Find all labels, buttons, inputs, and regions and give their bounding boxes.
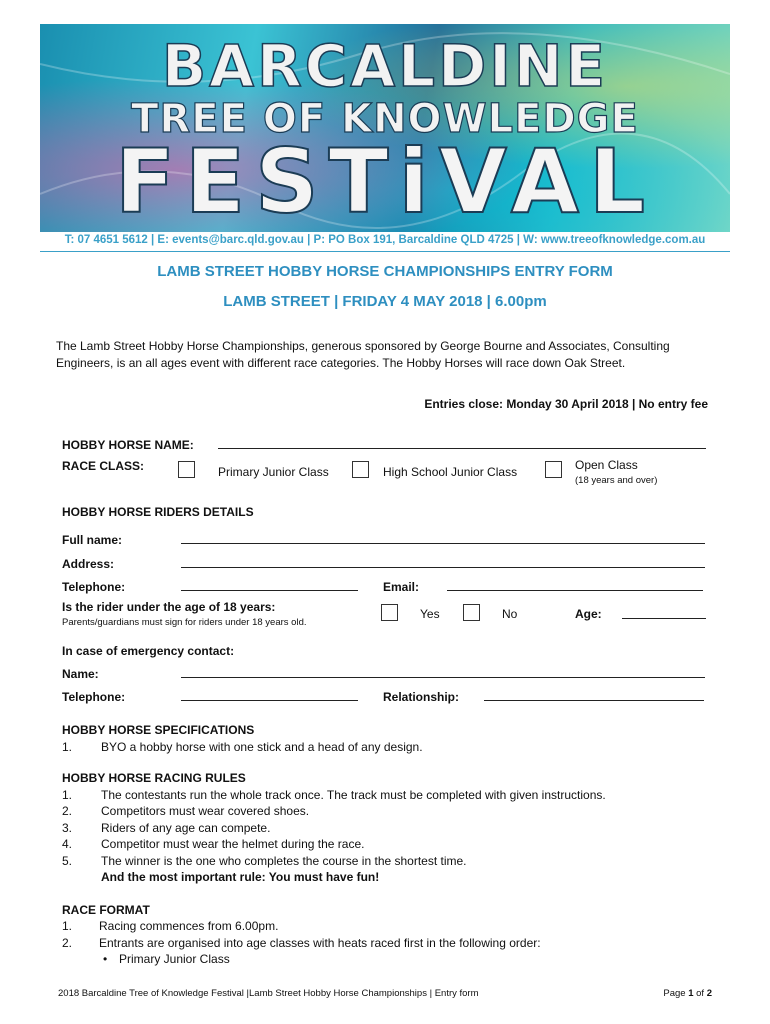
rules-number-5: 5. (62, 854, 73, 868)
banner-line-3: FESTiVAL (114, 130, 656, 232)
contact-divider (40, 251, 730, 252)
class-primary-label: Primary Junior Class (218, 465, 329, 479)
under18-note: Parents/guardians must sign for riders under 18 years old. (62, 617, 307, 628)
email-field[interactable] (447, 590, 703, 591)
festival-banner (40, 24, 730, 232)
banner-line-1: BARCALDINE (161, 32, 609, 100)
rules-number-2: 2. (62, 804, 73, 818)
format-bullet: Primary Junior Class (119, 952, 230, 966)
rules-item: Competitors must wear covered shoes. (101, 804, 310, 818)
specs-number-1: 1. (62, 740, 73, 754)
under18-yes-label: Yes (420, 607, 440, 621)
specs-item: BYO a hobby horse with one stick and a head of any design. (101, 740, 423, 754)
footer-text: 2018 Barcaldine Tree of Knowledge Festival |Lamb Street Hobby Horse Championships | Entry form (58, 988, 479, 999)
rules-emphasis: And the most important rule: You must have fun! (101, 870, 380, 884)
class-open-note: (18 years and over) (575, 475, 658, 486)
emergency-telephone-label: Telephone: (62, 690, 126, 704)
class-highschool-label: High School Junior Class (383, 465, 518, 479)
contact-line: T: 07 4651 5612 | E: events@barc.qld.gov.au | P: PO Box 191, Barcaldine QLD 4725 | W: www.treeofknowledge.com.au (64, 234, 706, 246)
format-heading: RACE FORMAT (62, 903, 150, 917)
rules-item: The winner is the one who completes the course in the shortest time. (101, 854, 467, 868)
class-highschool-checkbox[interactable] (352, 461, 369, 478)
intro-paragraph: The Lamb Street Hobby Horse Championships, generous sponsored by George Bourne and Associates, Consulting Engineers, is an all ages event with different race categories. The Hobby Horses will race down Oak Street. (56, 339, 670, 370)
class-open-checkbox[interactable] (545, 461, 562, 478)
format-item: Entrants are organised into age classes with heats raced first in the following order: (99, 936, 541, 950)
relationship-field[interactable] (484, 700, 704, 701)
specs-heading: HOBBY HORSE SPECIFICATIONS (62, 723, 255, 737)
event-subtitle: LAMB STREET | FRIDAY 4 MAY 2018 | 6.00pm (223, 293, 547, 310)
age-field[interactable] (622, 618, 706, 619)
horse-name-field[interactable] (218, 448, 706, 449)
page-of: of (693, 988, 707, 999)
rules-item: Riders of any age can compete. (101, 821, 271, 835)
address-field[interactable] (181, 567, 705, 568)
under18-no-checkbox[interactable] (463, 604, 480, 621)
rules-number-3: 3. (62, 821, 73, 835)
email-label: Email: (383, 580, 420, 594)
full-name-label: Full name: (62, 533, 123, 547)
banner-art (40, 24, 730, 232)
rules-heading: HOBBY HORSE RACING RULES (62, 771, 246, 785)
under18-label: Is the rider under the age of 18 years: (62, 600, 276, 614)
emergency-name-field[interactable] (181, 677, 705, 678)
riders-heading: HOBBY HORSE RIDERS DETAILS (62, 505, 254, 519)
under18-yes-checkbox[interactable] (381, 604, 398, 621)
full-name-field[interactable] (181, 543, 705, 544)
address-label: Address: (62, 557, 115, 571)
under18-no-label: No (502, 607, 518, 621)
age-label: Age: (575, 607, 602, 621)
page-total: 2 (706, 988, 712, 999)
horse-name-label: HOBBY HORSE NAME: (62, 438, 194, 452)
class-primary-checkbox[interactable] (178, 461, 195, 478)
format-number-1: 1. (62, 919, 73, 933)
page-prefix: Page (663, 988, 689, 999)
emergency-name-label: Name: (62, 667, 99, 681)
race-class-label: RACE CLASS: (62, 459, 145, 473)
entries-close: Entries close: Monday 30 April 2018 | No entry fee (424, 397, 708, 411)
page-current: 1 (688, 988, 694, 999)
format-bullet-dot: • (103, 952, 108, 966)
telephone-label: Telephone: (62, 580, 126, 594)
relationship-label: Relationship: (383, 690, 460, 704)
class-open-label: Open Class (575, 458, 638, 472)
banner-line-2: TREE OF KNOWLEDGE (131, 96, 639, 142)
rules-item: The contestants run the whole track once. The track must be completed with given instructions. (101, 788, 606, 802)
page-number (663, 988, 712, 999)
format-number-2: 2. (62, 936, 73, 950)
rules-number-1: 1. (62, 788, 73, 802)
format-item: Racing commences from 6.00pm. (99, 919, 279, 933)
rules-item: Competitor must wear the helmet during the race. (101, 837, 365, 851)
emergency-heading: In case of emergency contact: (62, 644, 235, 658)
telephone-field[interactable] (181, 590, 358, 591)
form-title: LAMB STREET HOBBY HORSE CHAMPIONSHIPS ENTRY FORM (157, 263, 613, 280)
rules-number-4: 4. (62, 837, 73, 851)
emergency-telephone-field[interactable] (181, 700, 358, 701)
